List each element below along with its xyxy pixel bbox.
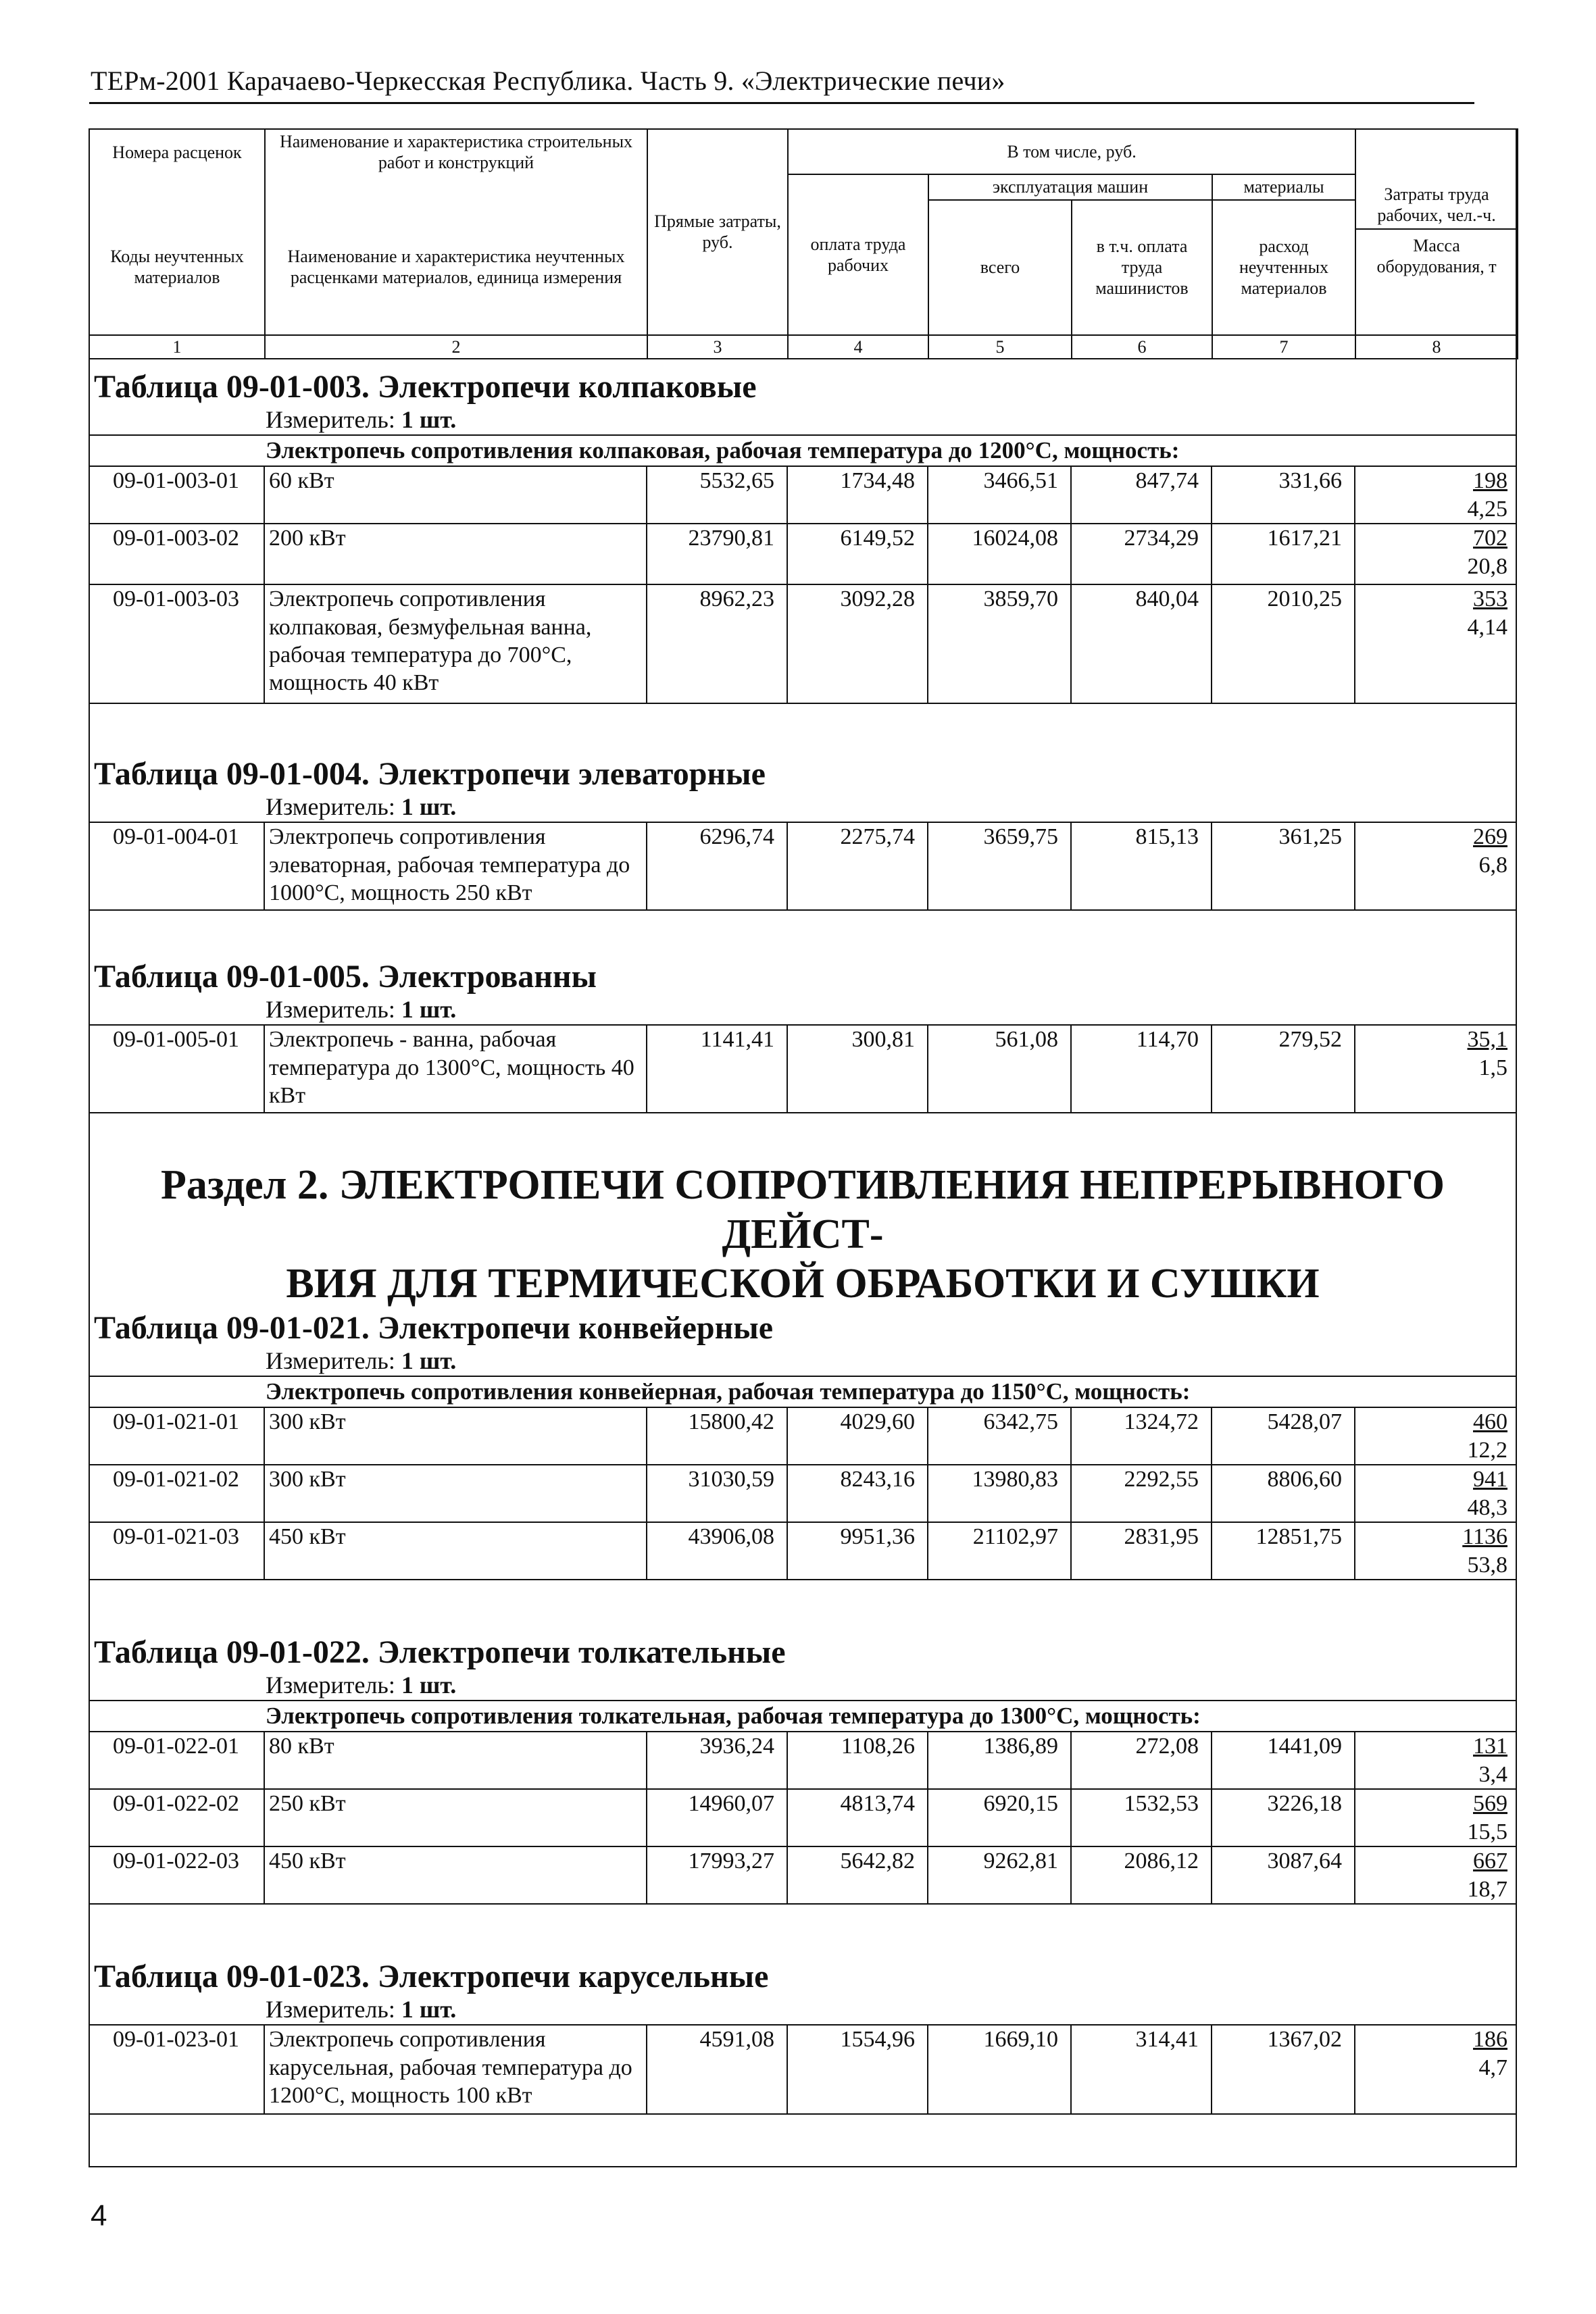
- labor-hours: 667: [1473, 1848, 1507, 1874]
- rate-code: 09-01-021-02: [89, 1465, 264, 1522]
- work-name: 450 кВт: [264, 1846, 647, 1904]
- labor-pay: 5642,82: [787, 1846, 928, 1904]
- measurer-line: [89, 995, 1517, 1024]
- group-caption: Электропечь сопротивления колпаковая, рабочая температура до 1200°С, мощность:: [89, 434, 1517, 467]
- labor-mass-cell: [1355, 1408, 1517, 1465]
- equipment-mass: 53,8: [1467, 1552, 1507, 1578]
- measurer-value: 1 шт.: [401, 1671, 457, 1699]
- work-name: 80 кВт: [264, 1732, 647, 1789]
- materials-cost: 1441,09: [1212, 1732, 1355, 1789]
- machinists-pay: 114,70: [1071, 1025, 1212, 1113]
- price-rows-table: [89, 1408, 1517, 1580]
- machines-total: 6920,15: [928, 1789, 1071, 1846]
- table-row: [89, 1732, 1517, 1789]
- machinists-pay: 815,13: [1071, 822, 1212, 910]
- table-row: [89, 467, 1517, 524]
- col-number: 5: [928, 335, 1072, 359]
- rate-code: 09-01-022-01: [89, 1732, 264, 1789]
- rate-code: 09-01-004-01: [89, 822, 264, 910]
- section-heading-line: Раздел 2. ЭЛЕКТРОПЕЧИ СОПРОТИВЛЕНИЯ НЕПРЕРЫВНОГО ДЕЙСТ-: [161, 1162, 1445, 1258]
- machinists-pay: 2734,29: [1071, 524, 1212, 584]
- price-table-block: [89, 755, 1517, 911]
- direct-costs: 14960,07: [647, 1789, 787, 1846]
- materials-cost: 331,66: [1212, 467, 1355, 524]
- rate-code: 09-01-021-01: [89, 1408, 264, 1465]
- machines-total: 21102,97: [928, 1522, 1071, 1580]
- work-name: 300 кВт: [264, 1465, 647, 1522]
- col-material-name: Наименование и характеристика неучтенных расценками материалов, единица измерения: [265, 200, 647, 335]
- col-number: 4: [788, 335, 928, 359]
- table-title: Таблица 09-01-022. Электропечи толкательные: [94, 1634, 786, 1670]
- work-name: Электропечь сопротивления элеваторная, рабочая температура до 1000°С, мощность 250 кВт: [264, 822, 647, 910]
- table-title: Таблица 09-01-005. Электрованны: [94, 959, 597, 995]
- section-heading-line: ВИЯ ДЛЯ ТЕРМИЧЕСКОЙ ОБРАБОТКИ И СУШКИ: [286, 1261, 1320, 1307]
- col-material-usage: расход неучтенных материалов: [1212, 200, 1355, 335]
- materials-cost: 1617,21: [1212, 524, 1355, 584]
- labor-mass-cell: [1355, 1465, 1517, 1522]
- measurer-label: Измеритель:: [266, 1347, 395, 1375]
- machinists-pay: 1324,72: [1071, 1408, 1212, 1465]
- labor-mass-cell: [1355, 1789, 1517, 1846]
- machines-total: 561,08: [928, 1025, 1071, 1113]
- labor-pay: 2275,74: [787, 822, 928, 910]
- machinists-pay: 847,74: [1071, 467, 1212, 524]
- equipment-mass: 12,2: [1467, 1437, 1507, 1463]
- machinists-pay: 2292,55: [1071, 1465, 1212, 1522]
- machinists-pay: 1532,53: [1071, 1789, 1212, 1846]
- price-rows-table: [89, 2024, 1517, 2115]
- machinists-pay: 2086,12: [1071, 1846, 1212, 1904]
- direct-costs: 8962,23: [647, 584, 787, 703]
- equipment-mass: 15,5: [1467, 1819, 1507, 1844]
- work-name: Электропечь сопротивления колпаковая, безмуфельная ванна, рабочая температура до 700°С, мощность 40 кВт: [264, 584, 647, 703]
- rate-code: 09-01-003-01: [89, 467, 264, 524]
- equipment-mass: 6,8: [1478, 852, 1507, 878]
- work-name: Электропечь сопротивления карусельная, рабочая температура до 1200°С, мощность 100 кВт: [264, 2025, 647, 2114]
- materials-cost: 2010,25: [1212, 584, 1355, 703]
- machinists-pay: 2831,95: [1071, 1522, 1212, 1580]
- direct-costs: 1141,41: [647, 1025, 787, 1113]
- price-table-block: [89, 1958, 1517, 2115]
- labor-pay: 9951,36: [787, 1522, 928, 1580]
- col-number: 1: [89, 335, 265, 359]
- measurer-line: [89, 405, 1517, 434]
- table-title: Таблица 09-01-021. Электропечи конвейерные: [94, 1310, 773, 1346]
- measurer-label: Измеритель:: [266, 406, 395, 434]
- direct-costs: 31030,59: [647, 1465, 787, 1522]
- machinists-pay: 840,04: [1071, 584, 1212, 703]
- price-rows-table: [89, 467, 1517, 704]
- price-table-block: [89, 1309, 1517, 1580]
- col-work-name-cont: [265, 174, 647, 199]
- price-rows-table: [89, 822, 1517, 911]
- col-number: 8: [1355, 335, 1518, 359]
- table-row: [89, 1465, 1517, 1522]
- running-title: ТЕРм-2001 Карачаево-Черкесская Республика. Часть 9. «Электрические печи»: [91, 66, 1005, 96]
- table-row: [89, 1408, 1517, 1465]
- price-table-block: [89, 958, 1517, 1113]
- measurer-line: [89, 793, 1517, 822]
- col-mass: Масса оборудования, т: [1376, 236, 1497, 277]
- equipment-mass: 18,7: [1467, 1876, 1507, 1902]
- rate-code: 09-01-023-01: [89, 2025, 264, 2114]
- equipment-mass: 1,5: [1478, 1055, 1507, 1080]
- materials-cost: 8806,60: [1212, 1465, 1355, 1522]
- machines-total: 1386,89: [928, 1732, 1071, 1789]
- labor-pay: 300,81: [787, 1025, 928, 1113]
- col-labor-pay: оплата труда рабочих: [788, 174, 928, 334]
- materials-cost: 1367,02: [1212, 2025, 1355, 2114]
- col-rate-numbers-cont: [89, 174, 265, 199]
- equipment-mass: 3,4: [1478, 1761, 1507, 1787]
- equipment-mass: 4,25: [1467, 496, 1507, 522]
- equipment-mass: 20,8: [1467, 553, 1507, 579]
- title-rule: [89, 102, 1474, 104]
- labor-hours: 131: [1473, 1734, 1507, 1759]
- measurer-label: Измеритель:: [266, 996, 395, 1024]
- rate-code: 09-01-003-02: [89, 524, 264, 584]
- labor-hours: 702: [1473, 526, 1507, 551]
- table-row: [89, 1522, 1517, 1580]
- measurer-value: 1 шт.: [401, 1996, 457, 2023]
- work-name: 200 кВт: [264, 524, 647, 584]
- direct-costs: 3936,24: [647, 1732, 787, 1789]
- labor-mass-cell: [1355, 2025, 1517, 2114]
- col-labor: [1355, 129, 1518, 335]
- price-rows-table: [89, 1732, 1517, 1905]
- rate-code: 09-01-003-03: [89, 584, 264, 703]
- labor-hours: 460: [1473, 1409, 1507, 1435]
- table-row: [89, 822, 1517, 910]
- rate-code: 09-01-022-03: [89, 1846, 264, 1904]
- price-table-block: [89, 1634, 1517, 1905]
- col-number: 3: [647, 335, 788, 359]
- rate-code: 09-01-022-02: [89, 1789, 264, 1846]
- materials-cost: 3226,18: [1212, 1789, 1355, 1846]
- measurer-value: 1 шт.: [401, 1347, 457, 1375]
- measurer-label: Измеритель:: [266, 1671, 395, 1699]
- materials-cost: 3087,64: [1212, 1846, 1355, 1904]
- col-materials: материалы: [1212, 174, 1355, 199]
- materials-cost: 5428,07: [1212, 1408, 1355, 1465]
- table-row: [89, 1846, 1517, 1904]
- labor-mass-cell: [1355, 1025, 1517, 1113]
- direct-costs: 23790,81: [647, 524, 787, 584]
- table-row: [89, 584, 1517, 703]
- col-number: 6: [1072, 335, 1212, 359]
- measurer-line: [89, 1347, 1517, 1376]
- measurer-value: 1 шт.: [401, 996, 457, 1024]
- column-header-table: [89, 128, 1518, 359]
- table-title: Таблица 09-01-023. Электропечи карусельные: [94, 1959, 769, 1994]
- machines-total: 3659,75: [928, 822, 1071, 910]
- direct-costs: 17993,27: [647, 1846, 787, 1904]
- equipment-mass: 4,7: [1478, 2055, 1507, 2080]
- measurer-value: 1 шт.: [401, 793, 457, 821]
- labor-mass-cell: [1355, 467, 1517, 524]
- machines-total: 13980,83: [928, 1465, 1071, 1522]
- section-heading: [89, 1161, 1517, 1309]
- measurer-label: Измеритель:: [266, 1996, 395, 2023]
- col-number: 7: [1212, 335, 1355, 359]
- machinists-pay: 314,41: [1071, 2025, 1212, 2114]
- rate-code: 09-01-005-01: [89, 1025, 264, 1113]
- measurer-line: [89, 1995, 1517, 2024]
- work-name: 450 кВт: [264, 1522, 647, 1580]
- materials-cost: 279,52: [1212, 1025, 1355, 1113]
- labor-pay: 4029,60: [787, 1408, 928, 1465]
- work-name: Электропечь - ванна, рабочая температура до 1300°С, мощность 40 кВт: [264, 1025, 647, 1113]
- labor-hours: 35,1: [1467, 1027, 1507, 1053]
- direct-costs: 4591,08: [647, 2025, 787, 2114]
- machines-total: 16024,08: [928, 524, 1071, 584]
- labor-hours: 198: [1473, 468, 1507, 494]
- materials-cost: 12851,75: [1212, 1522, 1355, 1580]
- measurer-line: [89, 1671, 1517, 1700]
- labor-hours: 941: [1473, 1467, 1507, 1492]
- col-material-codes: Коды неучтенных материалов: [89, 200, 265, 335]
- labor-pay: 6149,52: [787, 524, 928, 584]
- col-number: 2: [265, 335, 647, 359]
- machinists-pay: 272,08: [1071, 1732, 1212, 1789]
- col-work-name: Наименование и характеристика строительных работ и конструкций: [265, 129, 647, 174]
- labor-pay: 1734,48: [787, 467, 928, 524]
- labor-mass-cell: [1355, 584, 1517, 703]
- machines-total: 9262,81: [928, 1846, 1071, 1904]
- rate-code: 09-01-021-03: [89, 1522, 264, 1580]
- group-caption: Электропечь сопротивления толкательная, рабочая температура до 1300°С, мощность:: [89, 1700, 1517, 1732]
- table-title: Таблица 09-01-003. Электропечи колпаковые: [94, 369, 757, 405]
- col-rate-numbers: Номера расценок: [89, 129, 265, 174]
- labor-pay: 8243,16: [787, 1465, 928, 1522]
- labor-mass-cell: [1355, 822, 1517, 910]
- work-name: 60 кВт: [264, 467, 647, 524]
- labor-hours: 353: [1473, 586, 1507, 612]
- labor-pay: 4813,74: [787, 1789, 928, 1846]
- machines-total: 6342,75: [928, 1408, 1071, 1465]
- col-machines-total: всего: [928, 200, 1072, 335]
- col-direct-costs: Прямые затраты, руб.: [647, 129, 788, 335]
- col-labor-top: Затраты труда рабочих, чел.-ч.: [1356, 181, 1517, 230]
- machines-total: 1669,10: [928, 2025, 1071, 2114]
- work-name: 300 кВт: [264, 1408, 647, 1465]
- labor-hours: 1136: [1462, 1524, 1507, 1550]
- measurer-value: 1 шт.: [401, 406, 457, 434]
- direct-costs: 43906,08: [647, 1522, 787, 1580]
- table-row: [89, 1025, 1517, 1113]
- machines-total: 3466,51: [928, 467, 1071, 524]
- page-number: 4: [91, 2199, 107, 2232]
- labor-mass-cell: [1355, 1732, 1517, 1789]
- labor-mass-cell: [1355, 1522, 1517, 1580]
- col-machines: эксплуатация машин: [928, 174, 1212, 199]
- table-row: [89, 1789, 1517, 1846]
- labor-hours: 186: [1473, 2027, 1507, 2053]
- machines-total: 3859,70: [928, 584, 1071, 703]
- group-caption: Электропечь сопротивления конвейерная, рабочая температура до 1150°С, мощность:: [89, 1376, 1517, 1408]
- materials-cost: 361,25: [1212, 822, 1355, 910]
- table-title: Таблица 09-01-004. Электропечи элеваторные: [94, 756, 766, 792]
- labor-hours: 269: [1473, 824, 1507, 850]
- direct-costs: 6296,74: [647, 822, 787, 910]
- labor-pay: 3092,28: [787, 584, 928, 703]
- labor-hours: 569: [1473, 1791, 1507, 1817]
- equipment-mass: 48,3: [1467, 1494, 1507, 1520]
- labor-mass-cell: [1355, 524, 1517, 584]
- direct-costs: 5532,65: [647, 467, 787, 524]
- direct-costs: 15800,42: [647, 1408, 787, 1465]
- table-row: [89, 2025, 1517, 2114]
- work-name: 250 кВт: [264, 1789, 647, 1846]
- table-row: [89, 524, 1517, 584]
- col-in-total: В том числе, руб.: [788, 129, 1355, 174]
- labor-pay: 1108,26: [787, 1732, 928, 1789]
- labor-pay: 1554,96: [787, 2025, 928, 2114]
- col-machinists-pay: в т.ч. оплата труда машинистов: [1072, 200, 1212, 335]
- labor-mass-cell: [1355, 1846, 1517, 1904]
- price-rows-table: [89, 1024, 1517, 1113]
- price-table-block: [89, 368, 1517, 704]
- measurer-label: Измеритель:: [266, 793, 395, 821]
- equipment-mass: 4,14: [1467, 614, 1507, 640]
